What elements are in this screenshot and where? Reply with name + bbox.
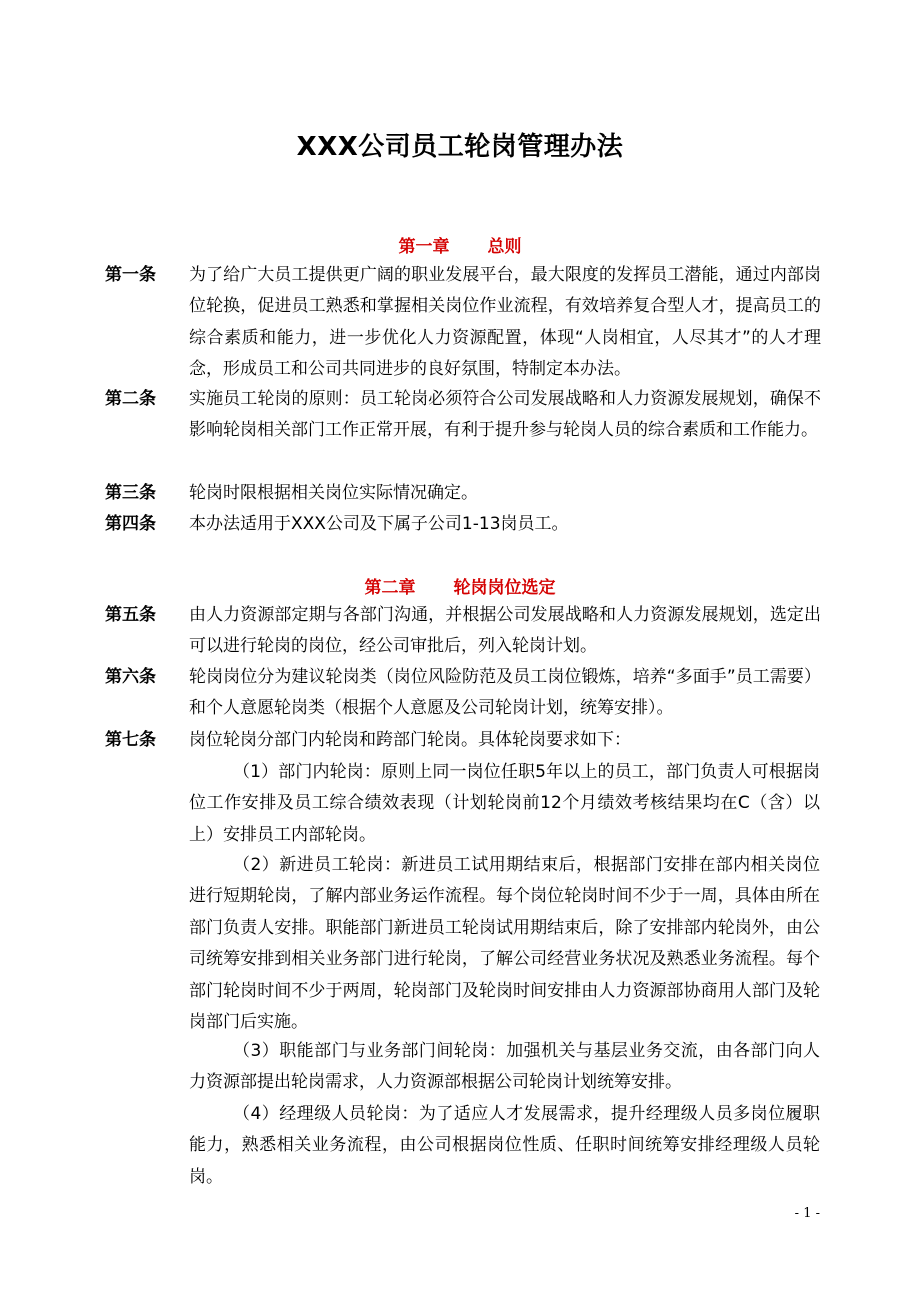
article-text: 实施员工轮岗的原则：员工轮岗必须符合公司发展战略和人力资源发展规划，确保不影响轮岗相关部门工作正常开展，有利于提升参与轮岗人员的综合素质和工作能力。 <box>189 389 821 441</box>
document-title: XXX公司员工轮岗管理办法 <box>296 132 624 162</box>
article-7 <box>105 725 821 756</box>
article-label: 第一条 <box>105 265 156 285</box>
page-number: - 1 - <box>794 1206 820 1221</box>
chapter-heading-2 <box>0 573 920 598</box>
list-item: （1）部门内轮岗：原则上同一岗位任职5年以上的员工，部门负责人可根据岗位工作安排及员工综合绩效表现（计划轮岗前12个月绩效考核结果均在C（含）以上）安排员工内部轮岗。 <box>189 762 820 845</box>
article-6 <box>105 662 821 725</box>
article-text: 本办法适用于XXX公司及下属子公司1-13岗员工。 <box>189 514 569 534</box>
list-item: （2）新进员工轮岗：新进员工试用期结束后，根据部门安排在部内相关岗位进行短期轮岗，了解内部业务运作流程。每个岗位轮岗时间不少于一周，具体由所在部门负责人安排。职能部门新进员工轮岗试用期结束后，除了安排部内轮岗外，由公司统筹安排到相关业务部门进行轮岗，了解公司经营业务状况及熟悉业务流程。每个部门轮岗时间不少于两周，轮岗部门及轮岗时间安排由人力资源部协商用人部门及轮岗部门后实施。 <box>189 855 820 1033</box>
article-label: 第四条 <box>105 514 156 534</box>
list-item: （4）经理级人员轮岗：为了适应人才发展需求，提升经理级人员多岗位履职能力，熟悉相关业务流程，由公司根据岗位性质、任职时间统筹安排经理级人员轮岗。 <box>189 1104 820 1187</box>
article-label: 第三条 <box>105 483 156 503</box>
article-text: 轮岗岗位分为建议轮岗类（岗位风险防范及员工岗位锻炼，培养“多面手”员工需要）和个人意愿轮岗类（根据个人意愿及公司轮岗计划，统筹安排）。 <box>189 667 821 719</box>
chapter-name: 轮岗岗位选定 <box>453 578 556 598</box>
article-4 <box>105 509 821 540</box>
chapter-name: 总则 <box>487 237 522 257</box>
article-2 <box>105 384 821 447</box>
article-3 <box>105 478 821 509</box>
list-item: （3）职能部门与业务部门间轮岗：加强机关与基层业务交流，由各部门向人力资源部提出轮岗需求，人力资源部根据公司轮岗计划统筹安排。 <box>189 1041 820 1093</box>
article-text: 岗位轮岗分部门内轮岗和跨部门轮岗。具体轮岗要求如下： <box>189 730 631 750</box>
article-label: 第六条 <box>105 667 156 687</box>
article-5 <box>105 600 821 663</box>
chapter-heading-1 <box>0 232 920 257</box>
chapter-number: 第一章 <box>398 237 450 257</box>
article-label: 第二条 <box>105 389 156 409</box>
chapter-number: 第二章 <box>364 578 416 598</box>
article-text: 为了给广大员工提供更广阔的职业发展平台，最大限度的发挥员工潜能，通过内部岗位轮换，促进员工熟悉和掌握相关岗位作业流程，有效培养复合型人才，提高员工的综合素质和能力，进一步优化人力资源配置，体现“人岗相宜，人尽其才”的人才理念，形成员工和公司共同进步的良好氛围，特制定本办法。 <box>189 265 821 380</box>
article-text: 由人力资源部定期与各部门沟通，并根据公司发展战略和人力资源发展规划，选定出可以进行轮岗的岗位，经公司审批后，列入轮岗计划。 <box>189 605 821 657</box>
article-1 <box>105 260 821 386</box>
article-label: 第五条 <box>105 605 156 625</box>
article-text: 轮岗时限根据相关岗位实际情况确定。 <box>189 483 478 503</box>
article-label: 第七条 <box>105 730 156 750</box>
